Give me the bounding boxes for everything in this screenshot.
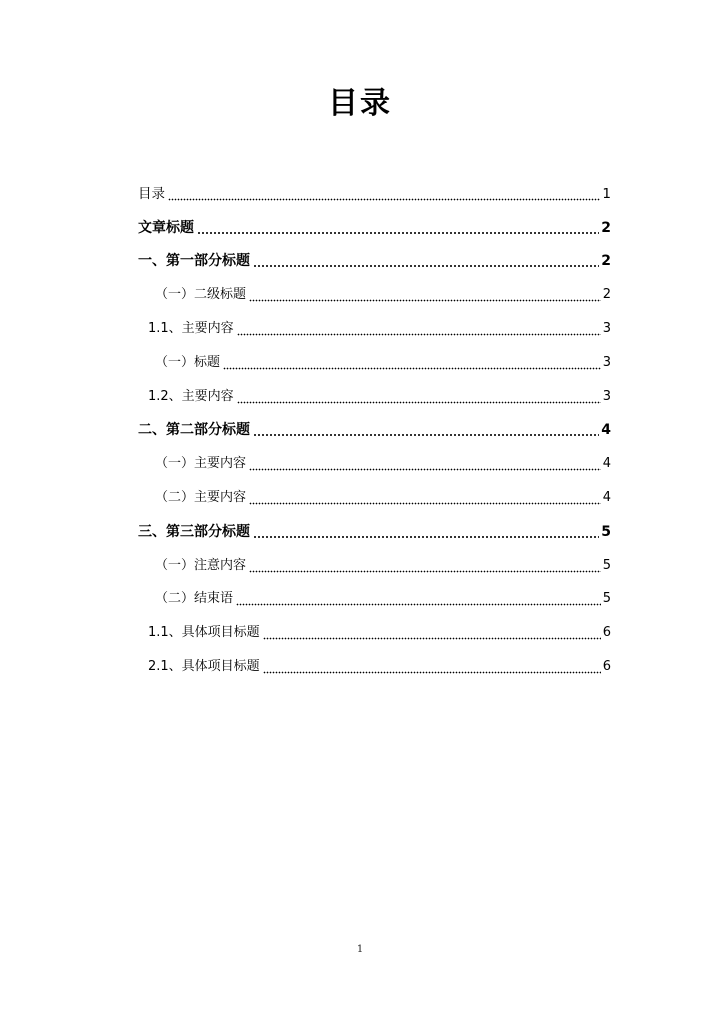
dot-leader [197,219,599,235]
footer-page-number: 1 [356,944,364,955]
dot-leader [168,185,600,201]
toc-entry-label: 目录 [138,185,165,202]
toc-entry-part-3[interactable] [138,508,611,542]
toc-entry-page: 4 [601,422,611,439]
toc-entry-project-2-1[interactable] [138,643,611,677]
toc-entry-article-title[interactable] [138,204,611,238]
toc-entry-part-3-sub-2[interactable] [138,576,611,610]
dot-leader [237,388,601,404]
dot-leader [249,557,601,573]
toc-entry-label: （二）主要内容 [155,489,247,505]
toc-entry-page: 3 [602,354,611,370]
toc-entry-label: （一）标题 [155,354,221,370]
toc-entry-part-1-sub-1[interactable] [138,271,611,305]
toc-entry-label: 1.1、主要内容 [148,320,234,336]
toc-entry-part-2-sub-2[interactable] [138,474,611,508]
toc-entry-part-1[interactable] [138,238,611,272]
toc-entry-label: 三、第三部分标题 [138,523,250,540]
toc-entry-label: （二）结束语 [155,591,234,607]
toc-entry-label: 一、第一部分标题 [138,253,250,270]
toc-entry-part-1-sub-2[interactable] [138,339,611,373]
dot-leader [263,624,601,640]
toc-entry-label: （一）注意内容 [155,557,247,573]
dot-leader [249,455,601,471]
dot-leader [253,421,599,437]
toc-entry-page: 4 [602,489,611,505]
dot-leader [236,590,601,606]
toc-entry-part-2-sub-1[interactable] [138,440,611,474]
dot-leader [223,354,601,370]
toc-entry-part-3-sub-1[interactable] [138,542,611,576]
toc-entry-page: 4 [602,456,611,472]
page-title: 目录 [328,86,392,121]
toc-entry-page: 5 [602,557,611,573]
toc-entry-page: 6 [602,625,611,641]
toc-entry-label: 二、第二部分标题 [138,422,250,439]
toc-entry-page: 5 [601,523,611,540]
dot-leader [249,489,601,505]
toc-entry-project-1-1[interactable] [138,609,611,643]
dot-leader [253,252,599,268]
toc-entry-label: （一）主要内容 [155,456,247,472]
toc-entry-contents[interactable] [138,170,611,204]
dot-leader [249,286,601,302]
table-of-contents [138,170,611,677]
toc-entry-page: 2 [601,219,611,236]
toc-entry-label: 1.1、具体项目标题 [148,625,260,641]
toc-entry-page: 3 [602,320,611,336]
dot-leader [253,523,599,539]
toc-entry-page: 6 [602,658,611,674]
toc-entry-label: 1.2、主要内容 [148,388,234,404]
toc-entry-part-2[interactable] [138,407,611,441]
toc-entry-page: 5 [602,591,611,607]
toc-entry-page: 3 [602,388,611,404]
toc-entry-page: 1 [602,185,611,202]
toc-entry-1-2[interactable] [138,373,611,407]
toc-entry-page: 2 [601,253,611,270]
toc-entry-1-1[interactable] [138,305,611,339]
toc-entry-page: 2 [602,287,611,303]
dot-leader [263,658,601,674]
dot-leader [237,320,601,336]
toc-entry-label: 文章标题 [138,219,194,236]
toc-entry-label: 2.1、具体项目标题 [148,658,260,674]
toc-entry-label: （一）二级标题 [155,287,247,303]
